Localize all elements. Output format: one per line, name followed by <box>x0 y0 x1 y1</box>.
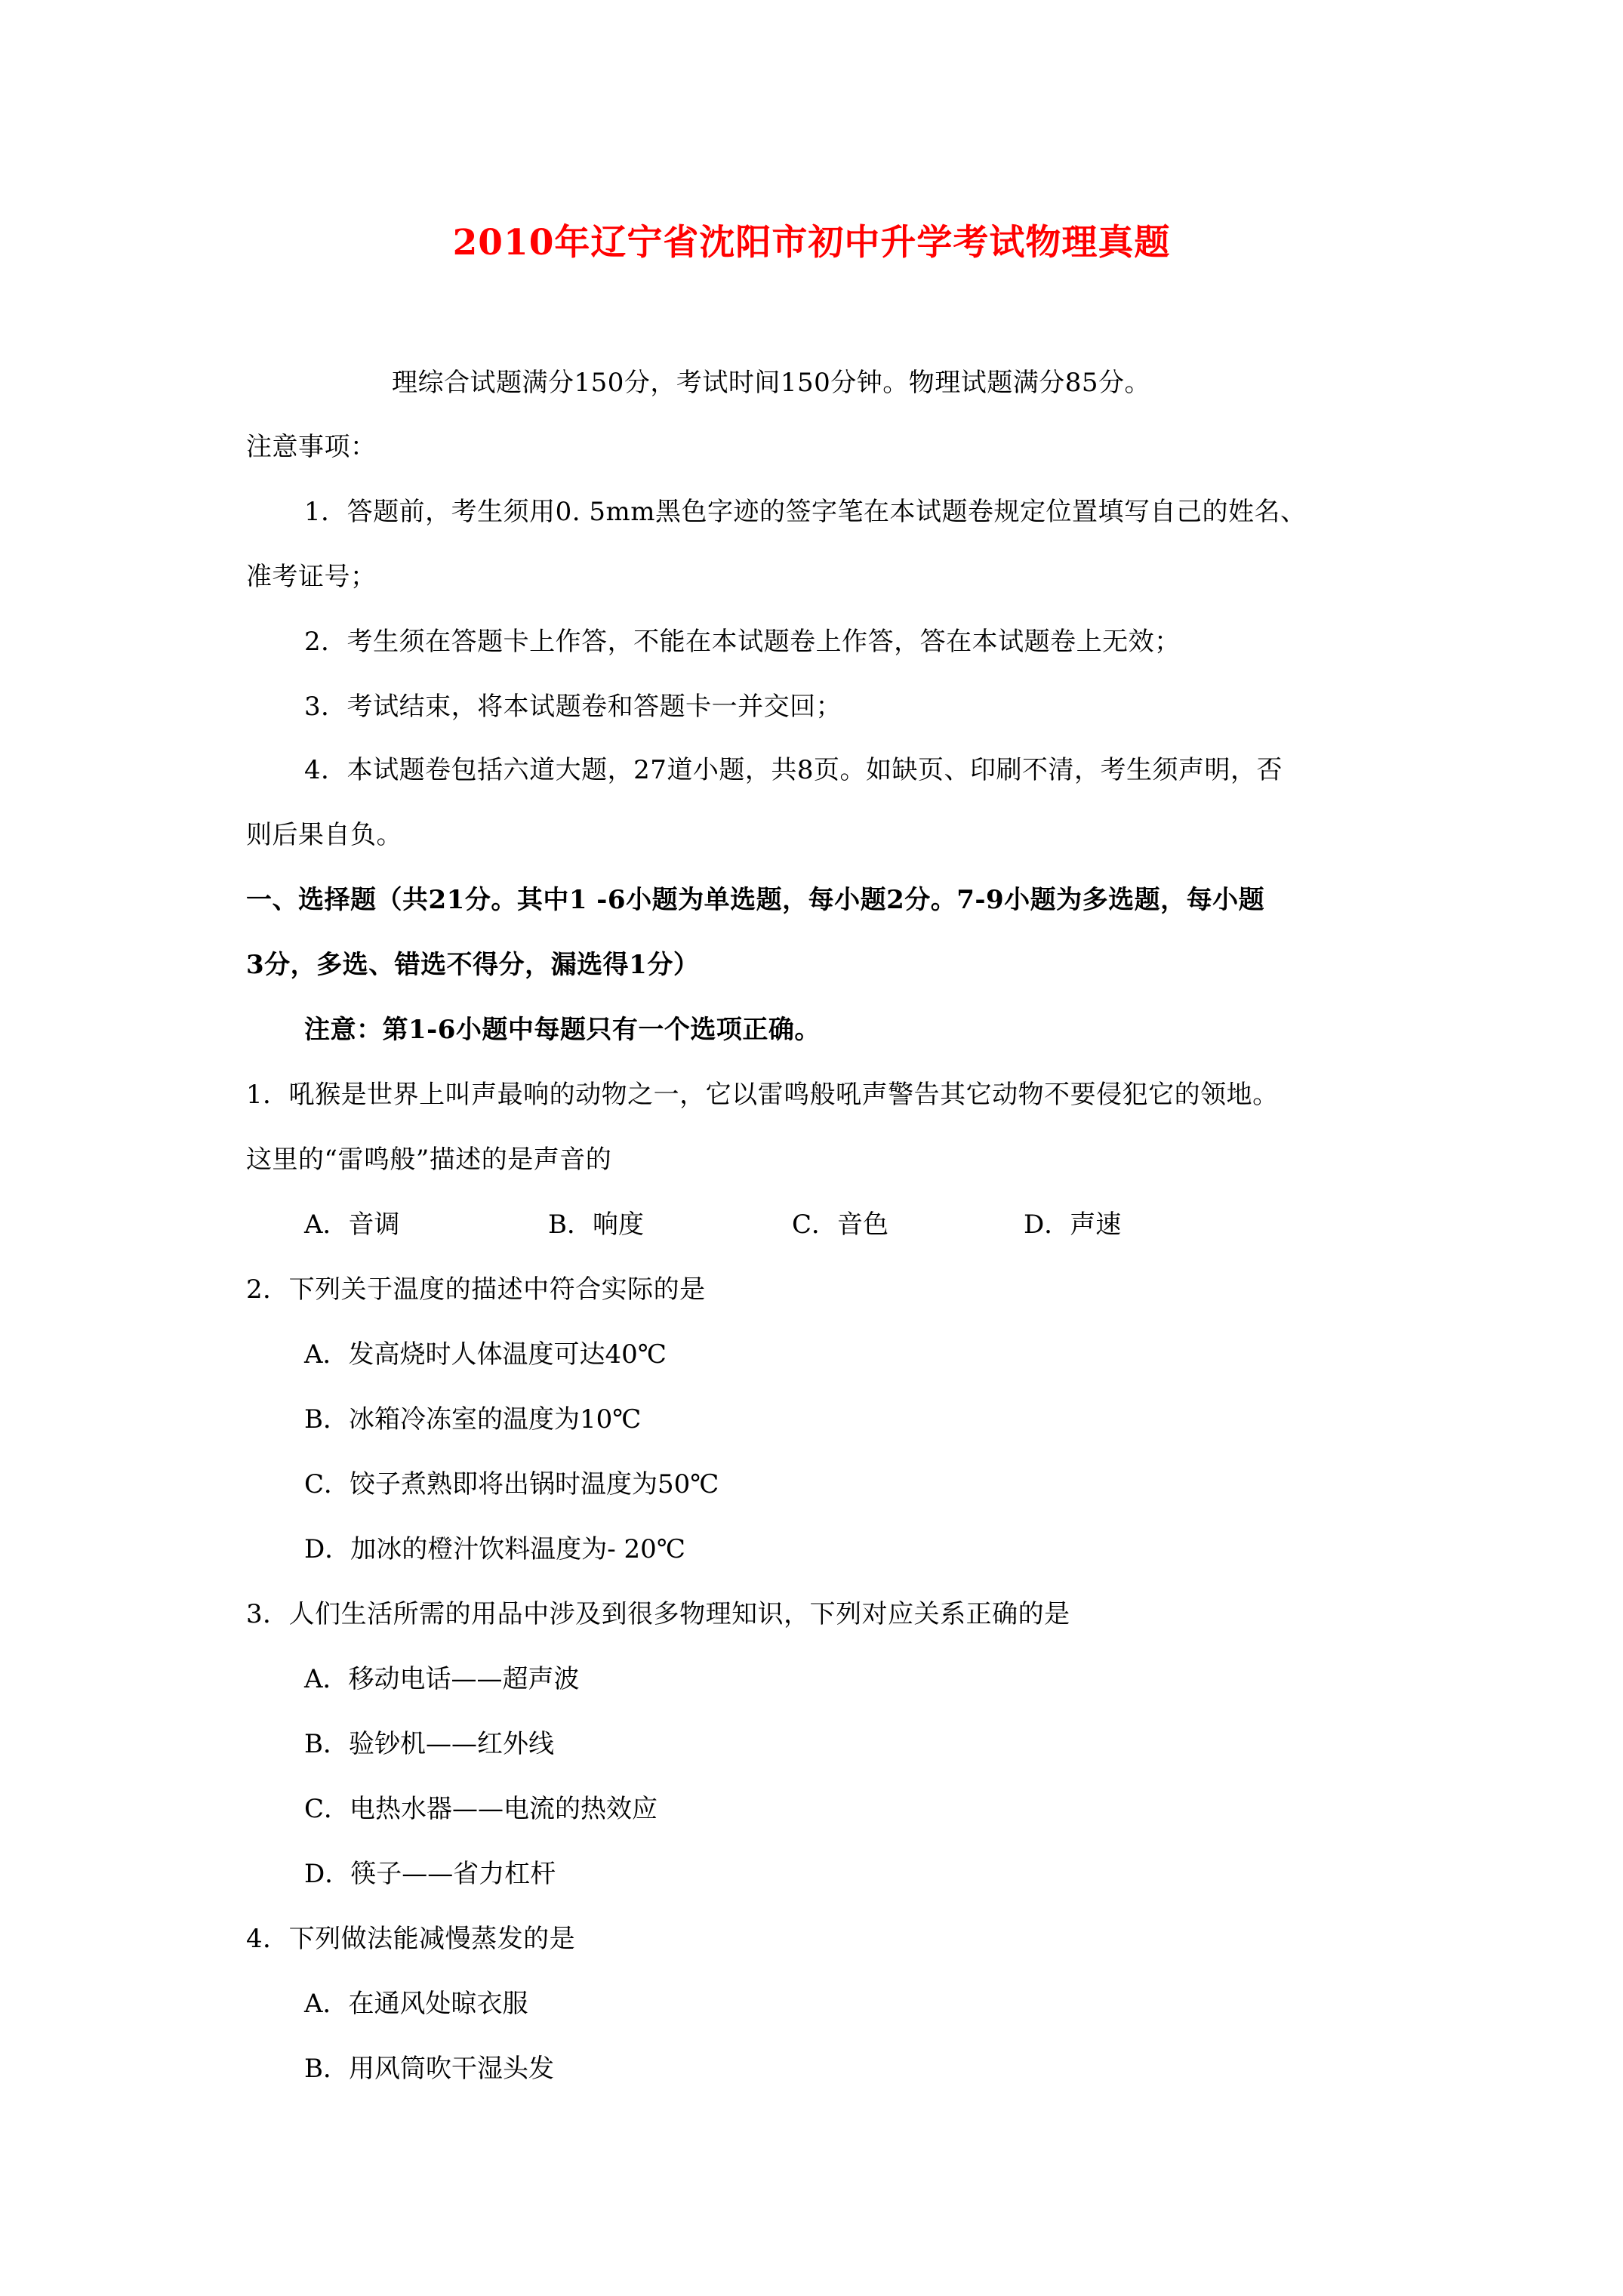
intro-text: 理综合试题满分150分，考试时间150分钟。物理试题满分85分。 <box>392 368 1151 398</box>
question-3-option-b: B．验钞机——红外线 <box>304 1729 554 1759</box>
question-2-option-d: D．加冰的橙汁饮料温度为- 20℃ <box>304 1534 685 1564</box>
question-3-stem: 3．人们生活所需的用品中涉及到很多物理知识，下列对应关系正确的是 <box>246 1599 1070 1629</box>
notice-1-line-1: 1．答题前，考生须用0. 5mm黑色字迹的签字笔在本试题卷规定位置填写自己的姓名、 <box>304 497 1307 527</box>
notice-heading: 注意事项： <box>246 432 377 462</box>
question-2-option-c: C．饺子煮熟即将出锅时温度为50℃ <box>304 1469 719 1499</box>
question-2-option-b: B．冰箱冷冻室的温度为10℃ <box>304 1404 642 1435</box>
notice-4-line-2: 则后果自负。 <box>246 820 402 850</box>
notice-1-line-2: 准考证号； <box>246 562 377 592</box>
question-4-stem: 4．下列做法能减慢蒸发的是 <box>246 1924 576 1954</box>
question-1-option-a: A．音调 <box>304 1210 400 1240</box>
notice-4-line-1: 4．本试题卷包括六道大题，27道小题，共8页。如缺页、印刷不清，考生须声明，否 <box>304 755 1283 785</box>
question-1-option-d: D．声速 <box>1024 1210 1122 1240</box>
section-note: 注意：第1-6小题中每题只有一个选项正确。 <box>304 1015 821 1045</box>
question-3-option-c: C．电热水器——电流的热效应 <box>304 1794 658 1824</box>
page-title: 2010年辽宁省沈阳市初中升学考试物理真题 <box>452 222 1171 264</box>
question-1-option-c: C．音色 <box>792 1210 889 1240</box>
question-2-stem: 2．下列关于温度的描述中符合实际的是 <box>246 1274 706 1305</box>
notice-3: 3．考试结束，将本试题卷和答题卡一并交回； <box>304 692 842 722</box>
question-1-option-b: B．响度 <box>548 1210 644 1240</box>
question-1-stem-line-1: 1．吼猴是世界上叫声最响的动物之一，它以雷鸣般吼声警告其它动物不要侵犯它的领地。 <box>246 1080 1279 1110</box>
section-heading-line-1: 一、选择题（共21分。其中1 -6小题为单选题，每小题2分。7-9小题为多选题，每小题 <box>246 885 1265 915</box>
question-3-option-d: D．筷子——省力杠杆 <box>304 1859 556 1889</box>
section-heading-line-2: 3分，多选、错选不得分，漏选得1分） <box>246 950 700 980</box>
question-4-option-b: B．用风筒吹干湿头发 <box>304 2054 554 2084</box>
notice-2: 2．考生须在答题卡上作答，不能在本试题卷上作答，答在本试题卷上无效； <box>304 627 1181 657</box>
question-1-stem-line-2: 这里的“雷鸣般”描述的是声音的 <box>246 1145 612 1175</box>
question-4-option-a: A．在通风处晾衣服 <box>304 1989 528 2019</box>
question-2-option-a: A．发高烧时人体温度可达40℃ <box>304 1339 667 1370</box>
question-3-option-a: A．移动电话——超声波 <box>304 1664 580 1694</box>
